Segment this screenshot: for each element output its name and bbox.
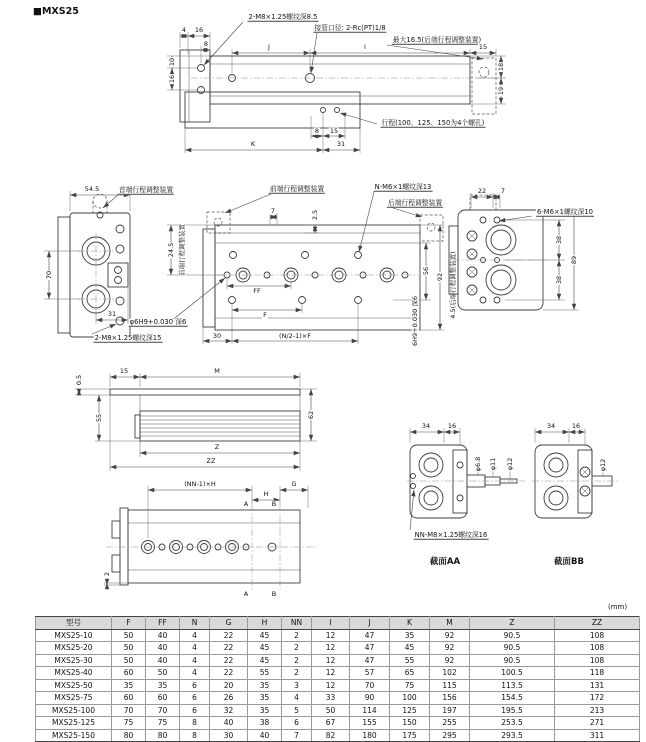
dim-label: 0.5 <box>74 374 83 386</box>
dim-cell: 155 <box>350 717 390 730</box>
dim-cell: 45 <box>248 654 282 667</box>
dim-cell: 60 <box>112 667 146 680</box>
dim-cell: 2 <box>282 642 312 655</box>
dim-cell: 22 <box>210 667 248 680</box>
dim-cell: 50 <box>146 667 180 680</box>
dim-cell: 271 <box>555 717 640 730</box>
section-a-label: A <box>243 589 249 598</box>
dim-label: 15 <box>119 366 129 375</box>
dim-label: M <box>214 366 220 375</box>
model-cell: MXS25-10 <box>36 629 112 642</box>
dim-label: φ12 <box>598 458 607 472</box>
dim-cell: 92 <box>430 629 470 642</box>
dim-cell: 47 <box>350 642 390 655</box>
dim-cell: 92 <box>430 654 470 667</box>
model-cell: MXS25-75 <box>36 692 112 705</box>
top-view-panel <box>165 12 510 170</box>
section-bb-caption: 截面BB <box>554 557 584 567</box>
dim-cell: 195.5 <box>470 704 555 717</box>
dim-cell: 47 <box>350 629 390 642</box>
profile-view-panel <box>65 365 360 480</box>
thread-note: 6-M6×1螺纹深10 <box>536 207 594 216</box>
section-a-label: A <box>243 499 249 508</box>
dim-label: 30 <box>212 331 222 340</box>
rear-adjuster-note: 后端行程调整装置 <box>387 198 443 207</box>
dim-cell: 102 <box>430 667 470 680</box>
dim-cell: 2 <box>282 667 312 680</box>
column-header: M <box>430 617 470 630</box>
dim-label: 19 <box>496 86 505 96</box>
dim-label: 8 <box>203 39 209 48</box>
dim-cell: 50 <box>112 629 146 642</box>
thread-note: 2-M8×1.25螺纹深8.5 <box>248 12 318 21</box>
dim-cell: 12 <box>312 667 350 680</box>
dim-label: 15 <box>478 42 488 51</box>
max-adjust-note: 最大16.5(后端行程调整装置) <box>392 35 482 44</box>
dim-cell: 75 <box>112 717 146 730</box>
units-label: (mm) <box>608 603 628 611</box>
dim-cell: 12 <box>312 654 350 667</box>
dim-cell: 115 <box>430 679 470 692</box>
dim-cell: 22 <box>210 654 248 667</box>
dim-cell: 35 <box>112 679 146 692</box>
dim-label: F <box>263 310 267 319</box>
dim-label: φ12 <box>505 457 514 471</box>
dim-label: 24.5 <box>166 242 175 258</box>
dim-label: J <box>268 42 270 51</box>
dim-cell: 55 <box>248 667 282 680</box>
dim-cell: 30 <box>210 729 248 742</box>
dim-label: 38 <box>554 275 563 285</box>
dim-cell: 82 <box>312 729 350 742</box>
dim-cell: 80 <box>146 729 180 742</box>
dim-cell: 6 <box>180 704 210 717</box>
sections-panel <box>405 418 645 578</box>
dim-cell: 293.5 <box>470 729 555 742</box>
dim-label: 15 <box>329 126 339 135</box>
dim-cell: 108 <box>555 642 640 655</box>
dim-cell: 70 <box>146 704 180 717</box>
dim-cell: 40 <box>210 717 248 730</box>
dim-cell: 197 <box>430 704 470 717</box>
dim-cell: 113.5 <box>470 679 555 692</box>
dim-cell: 60 <box>112 692 146 705</box>
dim-cell: 50 <box>312 704 350 717</box>
dim-label: 92 <box>435 272 444 282</box>
dim-cell: 75 <box>146 717 180 730</box>
rear-offset-label: 4.5(后端行程调整装置) <box>448 251 457 319</box>
dim-label: I <box>364 42 366 51</box>
dim-label: 7 <box>270 206 276 215</box>
dim-cell: 32 <box>210 704 248 717</box>
model-cell: MXS25-150 <box>36 729 112 742</box>
dim-cell: 92 <box>430 642 470 655</box>
dim-label: 89 <box>569 255 578 265</box>
model-cell: MXS25-20 <box>36 642 112 655</box>
dim-label: 55 <box>94 413 103 423</box>
dim-label: 16 <box>167 74 176 84</box>
dim-cell: 175 <box>390 729 430 742</box>
dim-label: 7 <box>500 186 506 195</box>
left-end-view-panel <box>40 185 175 353</box>
dim-cell: 118 <box>555 667 640 680</box>
dim-cell: 4 <box>180 667 210 680</box>
dim-cell: 80 <box>112 729 146 742</box>
dim-cell: 2 <box>282 629 312 642</box>
dim-cell: 35 <box>248 679 282 692</box>
column-header: H <box>248 617 282 630</box>
dim-cell: 60 <box>146 692 180 705</box>
bottom-view-panel <box>100 478 370 610</box>
dim-cell: 156 <box>430 692 470 705</box>
dim-cell: 114 <box>350 704 390 717</box>
dim-cell: 6 <box>180 679 210 692</box>
dim-cell: 40 <box>146 654 180 667</box>
column-header: K <box>390 617 430 630</box>
thread-note: NN-M8×1.25螺纹深16 <box>414 530 488 539</box>
section-b-label: B <box>271 589 277 598</box>
thread-note: 2-M8×1.25螺纹深15 <box>94 333 162 342</box>
side-view-panel <box>165 182 460 375</box>
slot-tolerance-left: φ6H9+0.030 深6 <box>129 317 187 326</box>
dim-label: K <box>250 139 256 148</box>
dim-cell: 40 <box>146 629 180 642</box>
dim-cell: 40 <box>146 642 180 655</box>
dim-cell: 22 <box>210 642 248 655</box>
dim-cell: 180 <box>350 729 390 742</box>
dim-label: 31 <box>107 309 117 318</box>
sections-drawing <box>405 418 645 578</box>
dim-label: 16 <box>447 421 457 430</box>
dim-label: 62 <box>306 410 315 420</box>
slot-tolerance-right: 6H9+0.030 深6 <box>410 296 419 346</box>
thread-note: N-M6×1螺纹深13 <box>374 182 432 191</box>
column-header: Z <box>470 617 555 630</box>
adjuster-note: 首端行程调整装置 <box>118 185 174 194</box>
dimensions-table <box>35 616 640 742</box>
dim-cell: 35 <box>248 704 282 717</box>
dim-cell: 295 <box>430 729 470 742</box>
dim-cell: 26 <box>210 692 248 705</box>
dim-cell: 90.5 <box>470 629 555 642</box>
bottom-view-drawing <box>100 478 370 610</box>
section-b-label: B <box>271 499 277 508</box>
dim-label: 16 <box>194 25 204 34</box>
dim-cell: 70 <box>112 704 146 717</box>
dim-cell: 90.5 <box>470 642 555 655</box>
dim-label: φ6.8 <box>473 456 482 472</box>
dim-cell: 213 <box>555 704 640 717</box>
dim-cell: 50 <box>112 642 146 655</box>
dim-cell: 125 <box>390 704 430 717</box>
dim-label: 54.5 <box>84 184 100 193</box>
dim-cell: 55 <box>390 654 430 667</box>
column-header: ZZ <box>555 617 640 630</box>
dim-cell: 65 <box>390 667 430 680</box>
table-row <box>36 679 640 692</box>
header-row <box>36 617 640 630</box>
dim-cell: 150 <box>390 717 430 730</box>
dim-cell: 38 <box>248 717 282 730</box>
dim-label: H <box>263 489 269 498</box>
dim-label: φ11 <box>488 457 497 471</box>
dim-label: 34 <box>546 421 556 430</box>
dim-cell: 172 <box>555 692 640 705</box>
dim-cell: 20 <box>210 679 248 692</box>
dim-cell: 6 <box>180 692 210 705</box>
dim-cell: 255 <box>430 717 470 730</box>
section-aa-caption: 截面AA <box>429 557 461 567</box>
dim-cell: 90.5 <box>470 654 555 667</box>
dim-label: 2 <box>102 571 111 577</box>
stroke-note: 行程(100、125、150为4个螺孔) <box>381 118 485 127</box>
dim-cell: 5 <box>282 704 312 717</box>
left-end-view-drawing <box>40 185 175 353</box>
column-header: N <box>180 617 210 630</box>
table-row <box>36 717 640 730</box>
column-header: NN <box>282 617 312 630</box>
port-note: 接管口径: 2-Rc(PT)1/8 <box>314 23 386 32</box>
dim-label: 38 <box>554 235 563 245</box>
dim-cell: 22 <box>210 629 248 642</box>
dim-label: 18 <box>496 62 505 72</box>
dim-cell: 12 <box>312 629 350 642</box>
dim-label: FF <box>253 286 261 295</box>
dim-cell: 3 <box>282 679 312 692</box>
dim-cell: 4 <box>180 654 210 667</box>
dim-label: Z <box>214 442 220 451</box>
dim-label: 4 <box>181 25 187 34</box>
dim-cell: 8 <box>180 729 210 742</box>
dim-cell: 154.5 <box>470 692 555 705</box>
front-offset-label: 前端行程调整装置 <box>177 224 186 276</box>
model-cell: MXS25-100 <box>36 704 112 717</box>
dim-label: (NN-1)×H <box>184 479 216 488</box>
dim-label: 16 <box>571 421 581 430</box>
dim-cell: 33 <box>312 692 350 705</box>
dim-cell: 75 <box>390 679 430 692</box>
table-row <box>36 704 640 717</box>
dim-cell: 7 <box>282 729 312 742</box>
dim-cell: 47 <box>350 654 390 667</box>
dim-cell: 45 <box>390 642 430 655</box>
dim-cell: 57 <box>350 667 390 680</box>
column-header: J <box>350 617 390 630</box>
dim-cell: 90 <box>350 692 390 705</box>
table-row <box>36 642 640 655</box>
dim-cell: 45 <box>248 629 282 642</box>
column-header: F <box>112 617 146 630</box>
page-title: ■MXS25 <box>33 6 79 17</box>
dim-label: 2.5 <box>310 209 319 221</box>
dim-cell: 4 <box>282 692 312 705</box>
dim-cell: 6 <box>282 717 312 730</box>
dim-cell: 8 <box>180 717 210 730</box>
dim-cell: 4 <box>180 629 210 642</box>
column-header: 型号 <box>36 617 112 630</box>
column-header: I <box>312 617 350 630</box>
dim-cell: 50 <box>112 654 146 667</box>
model-cell: MXS25-125 <box>36 717 112 730</box>
model-cell: MXS25-30 <box>36 654 112 667</box>
front-adjuster-note: 前端行程调整装置 <box>269 184 325 193</box>
dim-cell: 100.5 <box>470 667 555 680</box>
dim-cell: 70 <box>350 679 390 692</box>
dim-cell: 253.5 <box>470 717 555 730</box>
dim-label: (N/2-1)×F <box>279 331 311 340</box>
dim-label: G <box>291 479 297 488</box>
dim-cell: 100 <box>390 692 430 705</box>
dim-label: 56 <box>421 266 430 276</box>
dim-label: 34 <box>421 421 431 430</box>
right-end-view-drawing <box>435 188 625 338</box>
column-header: FF <box>146 617 180 630</box>
dim-cell: 67 <box>312 717 350 730</box>
dim-label: 8 <box>314 126 320 135</box>
model-cell: MXS25-40 <box>36 667 112 680</box>
dim-cell: 311 <box>555 729 640 742</box>
dim-cell: 4 <box>180 642 210 655</box>
dim-cell: 12 <box>312 642 350 655</box>
dim-cell: 12 <box>312 679 350 692</box>
table-row <box>36 629 640 642</box>
dim-label: 10 <box>167 57 176 67</box>
dim-cell: 45 <box>248 642 282 655</box>
dim-cell: 108 <box>555 654 640 667</box>
right-end-view-panel <box>435 188 625 338</box>
dim-cell: 35 <box>146 679 180 692</box>
dim-label: 70 <box>44 270 53 280</box>
dim-label: 31 <box>336 139 346 148</box>
table-row <box>36 667 640 680</box>
column-header: G <box>210 617 248 630</box>
model-cell: MXS25-50 <box>36 679 112 692</box>
dim-cell: 108 <box>555 629 640 642</box>
dim-cell: 35 <box>248 692 282 705</box>
dim-cell: 35 <box>390 629 430 642</box>
dim-label: 22 <box>477 186 487 195</box>
table-row <box>36 654 640 667</box>
dim-cell: 40 <box>248 729 282 742</box>
dim-cell: 2 <box>282 654 312 667</box>
dim-cell: 131 <box>555 679 640 692</box>
table-row <box>36 692 640 705</box>
dim-label: ZZ <box>206 456 216 465</box>
